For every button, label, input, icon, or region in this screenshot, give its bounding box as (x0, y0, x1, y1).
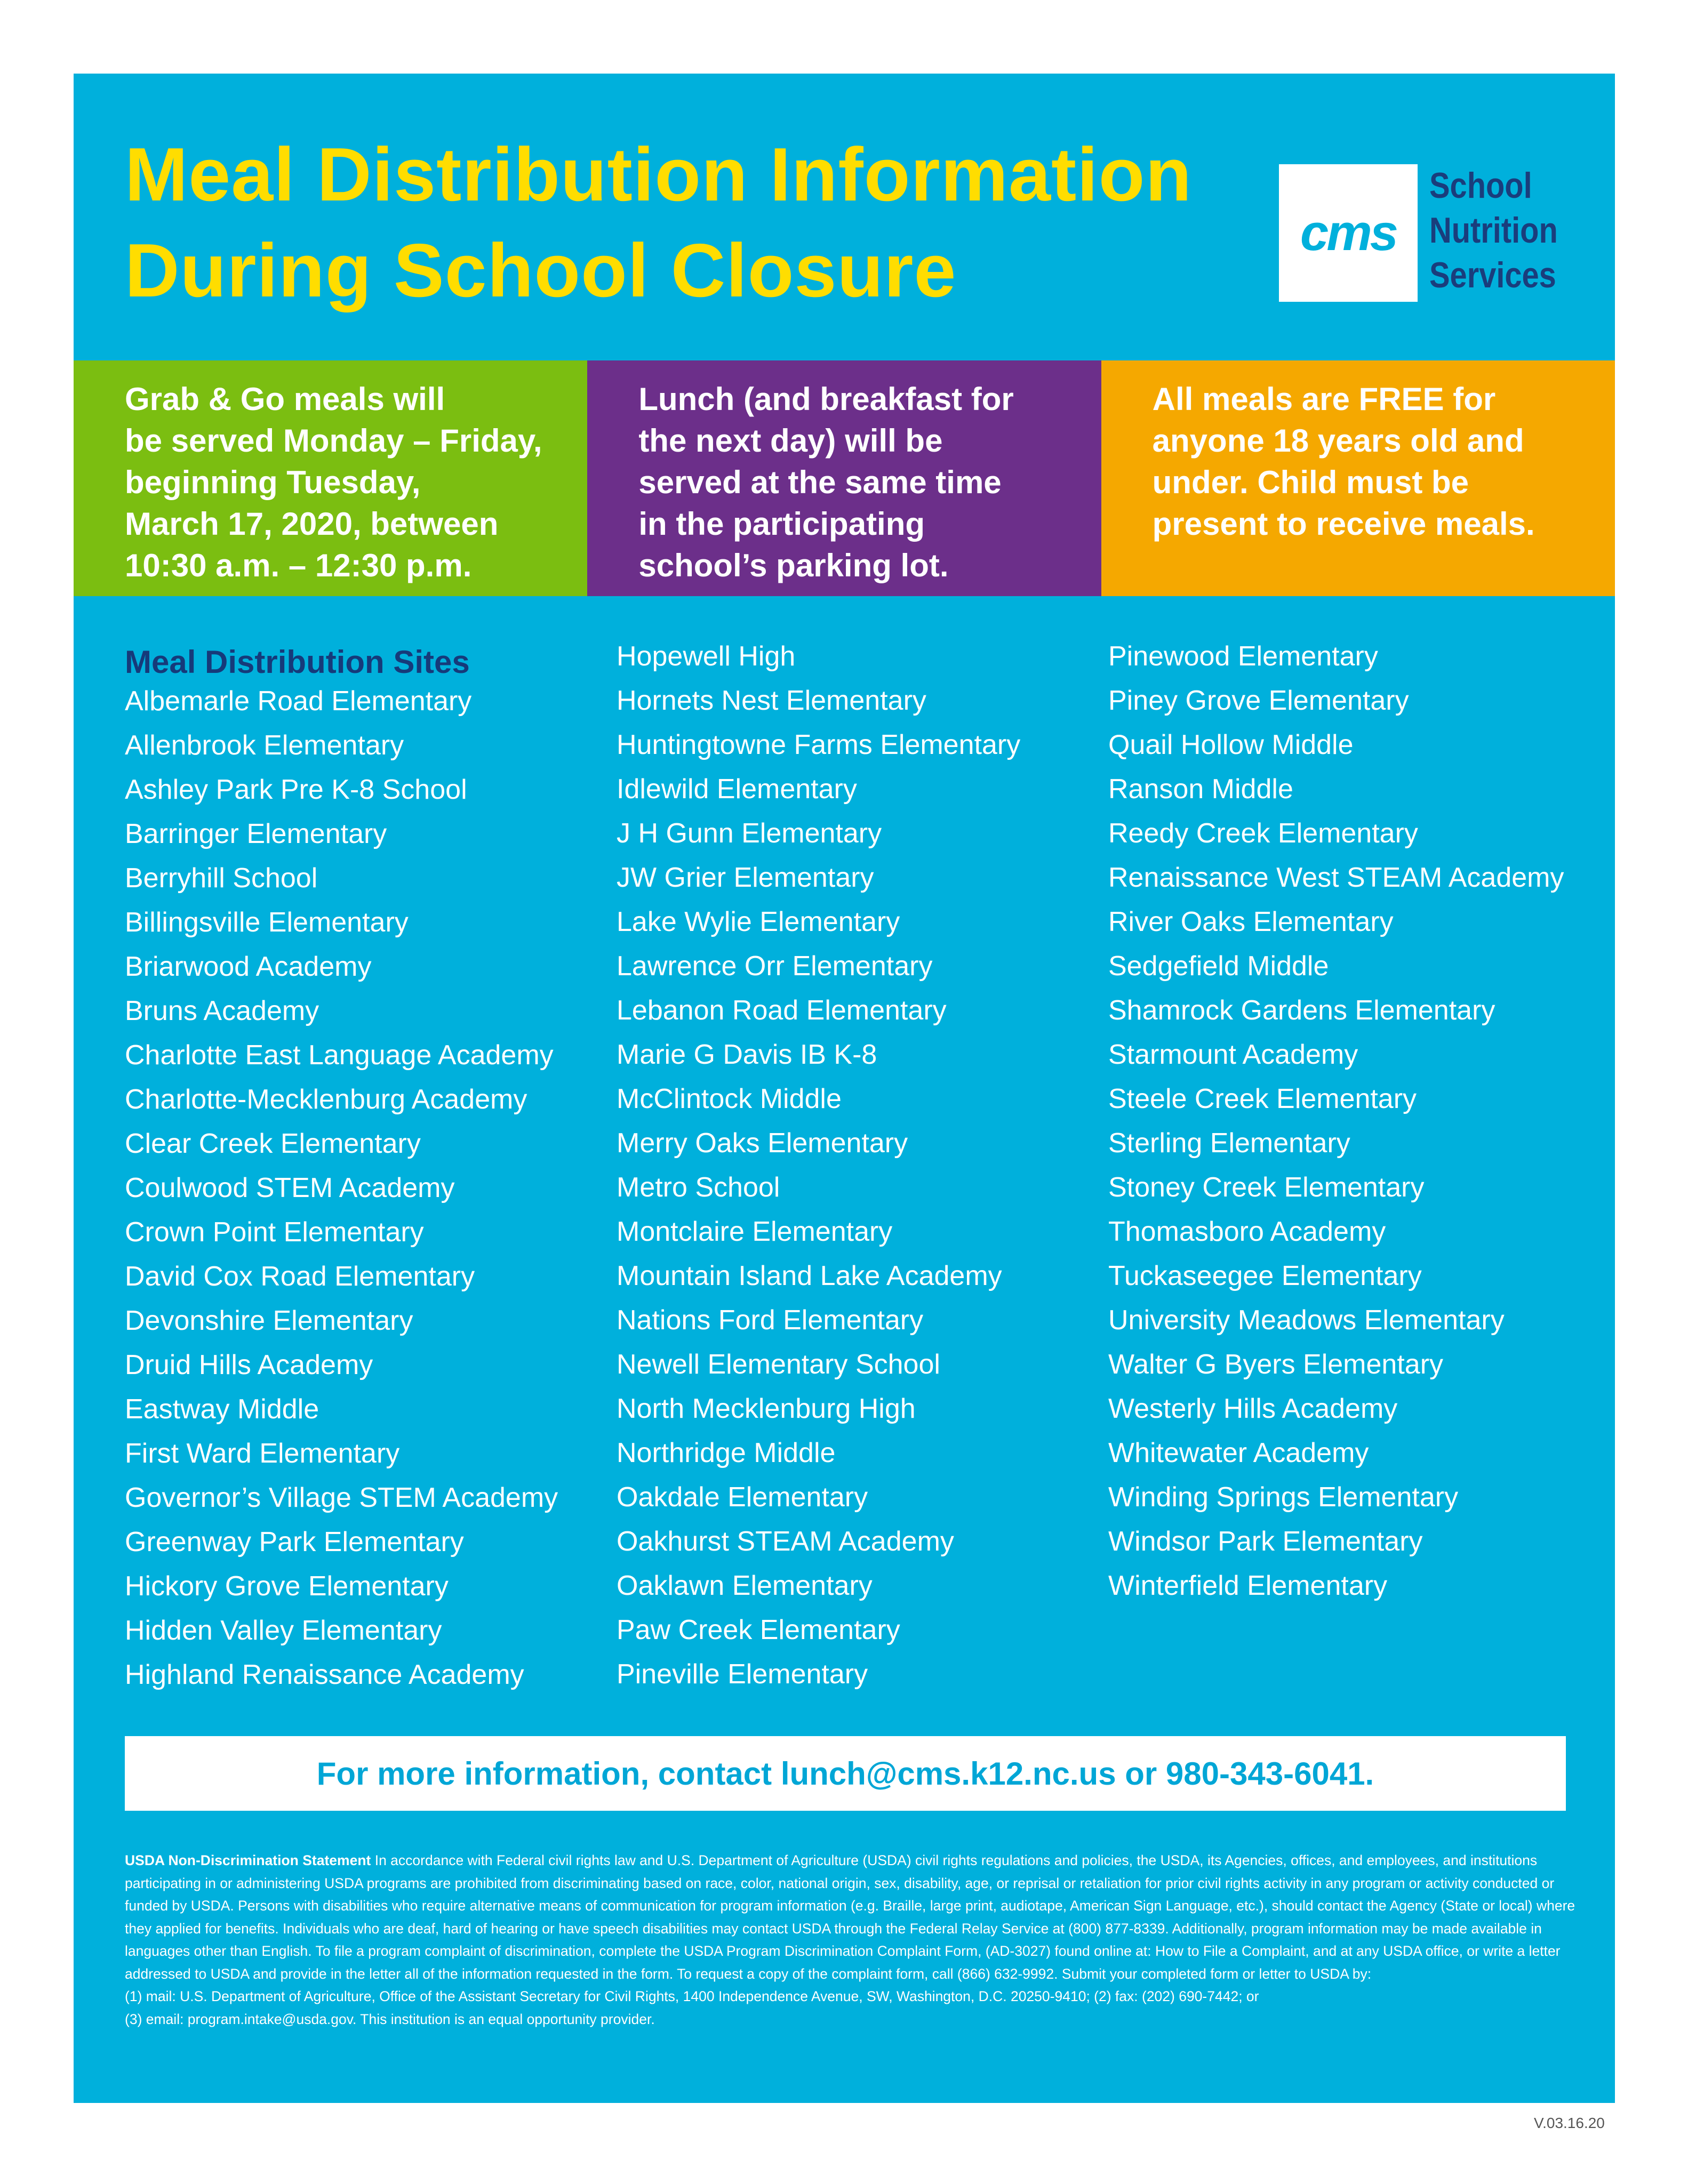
site-list-item: Tuckaseegee Elementary (1108, 1260, 1422, 1291)
site-list-item: Merry Oaks Elementary (617, 1128, 908, 1159)
site-list-item: Lawrence Orr Elementary (617, 951, 933, 982)
site-list-item: Windsor Park Elementary (1108, 1526, 1423, 1557)
site-list-item: Coulwood STEM Academy (125, 1173, 455, 1203)
site-list-item: Montclaire Elementary (617, 1216, 893, 1247)
site-list-item: Mountain Island Lake Academy (617, 1260, 1002, 1291)
logo-caption-line-2: Nutrition (1429, 210, 1558, 251)
site-list-item: Steele Creek Elementary (1108, 1083, 1417, 1114)
site-list-item: Sedgefield Middle (1108, 951, 1329, 982)
site-list-item: Quail Hollow Middle (1108, 729, 1354, 760)
band-line: under. Child must be (1152, 464, 1469, 500)
band-line: beginning Tuesday, (125, 464, 421, 500)
band-line: be served Monday – Friday, (125, 423, 542, 459)
site-list-item: JW Grier Elementary (617, 862, 874, 893)
statement-email-line: (3) email: program.intake@usda.gov. This institution is an equal opportunity provider. (125, 2011, 655, 2027)
site-list-item: Crown Point Elementary (125, 1217, 424, 1248)
band-line: Grab & Go meals will (125, 381, 445, 417)
site-list-item: Piney Grove Elementary (1108, 685, 1409, 716)
cms-logo (1279, 164, 1580, 302)
site-list-item: Ashley Park Pre K-8 School (125, 774, 467, 805)
site-list-item: Oakhurst STEAM Academy (617, 1526, 954, 1557)
site-list-item: Hopewell High (617, 641, 796, 672)
site-list-item: Sterling Elementary (1108, 1128, 1350, 1159)
band-line: in the participating (638, 506, 925, 542)
sites-column-1 (125, 682, 558, 1700)
site-list-item: Marie G Davis IB K-8 (617, 1039, 877, 1070)
site-list-item: Metro School (617, 1172, 780, 1203)
info-band-eligibility (1101, 360, 1615, 596)
version-code: V.03.16.20 (1534, 2115, 1605, 2131)
band-line: the next day) will be (638, 423, 943, 459)
band-line: anyone 18 years old and (1152, 423, 1524, 459)
site-list-item: Hickory Grove Elementary (125, 1571, 449, 1602)
site-list-item: University Meadows Elementary (1108, 1305, 1505, 1336)
site-list-item: Clear Creek Elementary (125, 1128, 421, 1159)
site-list-item: Reedy Creek Elementary (1108, 818, 1418, 849)
site-list-item: Highland Renaissance Academy (125, 1659, 524, 1690)
site-list-item: River Oaks Elementary (1108, 906, 1394, 937)
title-line-2: During School Closure (125, 228, 957, 313)
band-line: Lunch (and breakfast for (638, 381, 1014, 417)
site-list-item: David Cox Road Elementary (125, 1261, 475, 1292)
site-list-item: Greenway Park Elementary (125, 1527, 464, 1557)
site-list-item: Hornets Nest Elementary (617, 685, 926, 716)
site-list-item: Lebanon Road Elementary (617, 995, 947, 1026)
contact-banner (125, 1736, 1566, 1811)
site-list-item: Westerly Hills Academy (1108, 1393, 1398, 1424)
site-list-item: Albemarle Road Elementary (125, 686, 472, 717)
site-list-item: Druid Hills Academy (125, 1350, 373, 1380)
site-list-item: North Mecklenburg High (617, 1393, 916, 1424)
site-list-item: Billingsville Elementary (125, 907, 409, 938)
site-list-item: Oakdale Elementary (617, 1482, 868, 1513)
site-list-item: Starmount Academy (1108, 1039, 1358, 1070)
site-list-item: Renaissance West STEAM Academy (1108, 862, 1564, 893)
site-list-item: Paw Creek Elementary (617, 1615, 900, 1645)
flyer (74, 74, 1615, 2103)
site-list-item: Winding Springs Elementary (1108, 1482, 1459, 1513)
site-list-item: Lake Wylie Elementary (617, 906, 900, 937)
band-line: served at the same time (638, 464, 1002, 500)
site-list-item: Nations Ford Elementary (617, 1305, 924, 1336)
site-list-item: Winterfield Elementary (1108, 1570, 1388, 1601)
site-list-item: Northridge Middle (617, 1438, 836, 1468)
band-line: present to receive meals. (1152, 506, 1535, 542)
sites-column-2 (617, 638, 1020, 1700)
page-title (125, 127, 1287, 319)
statement-body: In accordance with Federal civil rights law and U.S. Department of Agriculture (USDA) civil rights regulations and policies, the USDA, its Agencies, offices, and employees, and institutions participating in or administering USDA programs are prohibited from discriminating based on race, color, national origin, sex, disability, age, or reprisal or retaliation for prior civil rights activity in any program or activity conducted or funded by USDA. Persons with disabilities who require alternative means of communication for program information (e.g. Braille, large print, audiotape, American Sign Language, etc.), should contact the Agency (State or local) where they applied for benefits. Individuals who are deaf, hard of hearing or have speech disabilities may contact USDA through the Federal Relay Service at (800) 877-8339. Additionally, program information may be made available in languages other than English. To file a program complaint of discrimination, complete the USDA Program Discrimination Complaint Form, (AD-3027) found online at: How to File a Complaint, and at any USDA office, or write a letter addressed to USDA and provide in the letter all of the information requested in the form. To request a copy of the complaint form, call (866) 632-9992. Submit your completed form or letter to USDA by: (125, 1852, 1575, 1982)
site-list-item: Thomasboro Academy (1108, 1216, 1386, 1247)
band-line: March 17, 2020, between (125, 506, 499, 542)
statement-mail-line: (1) mail: U.S. Department of Agriculture, Office of the Assistant Secretary for Civil Rights, 1400 Independence Avenue, SW, Washington, D.C. 20250-9410; (2) fax: (202) 690-7442; or (125, 1988, 1259, 2004)
info-band-location (587, 360, 1101, 596)
site-list-item: McClintock Middle (617, 1083, 842, 1114)
site-list-item: Governor’s Village STEM Academy (125, 1482, 558, 1513)
site-list-item: Idlewild Elementary (617, 774, 857, 805)
site-list-item: Huntingtowne Farms Elementary (617, 729, 1021, 760)
site-list-item: Newell Elementary School (617, 1349, 940, 1380)
info-bands (74, 360, 1615, 596)
site-list-item: Barringer Elementary (125, 818, 387, 849)
site-list-item: Hidden Valley Elementary (125, 1615, 442, 1646)
site-list-item: Devonshire Elementary (125, 1305, 413, 1336)
site-list-item: Charlotte East Language Academy (125, 1040, 554, 1071)
site-list-item: Shamrock Gardens Elementary (1108, 995, 1495, 1026)
logo-caption-line-3: Services (1429, 255, 1556, 295)
site-list-item: Ranson Middle (1108, 774, 1293, 805)
site-list-item: Briarwood Academy (125, 951, 372, 982)
site-list-item: Walter G Byers Elementary (1108, 1349, 1444, 1380)
sites-heading: Meal Distribution Sites (125, 644, 470, 680)
site-list-item: Berryhill School (125, 863, 318, 894)
site-list-item: Stoney Creek Elementary (1108, 1172, 1425, 1203)
band-line: All meals are FREE for (1152, 381, 1496, 417)
site-list-item: Charlotte-Mecklenburg Academy (125, 1084, 527, 1115)
site-list-item: Eastway Middle (125, 1394, 319, 1425)
non-discrimination-statement (125, 1849, 1586, 2030)
sites-column-3 (1108, 638, 1564, 1611)
site-list-item: Pineville Elementary (617, 1659, 868, 1690)
site-list-item: Whitewater Academy (1108, 1438, 1369, 1468)
info-band-schedule (74, 360, 587, 596)
cms-logo-wordmark: cms (1300, 204, 1397, 261)
site-list-item: First Ward Elementary (125, 1438, 400, 1469)
band-line: school’s parking lot. (638, 548, 949, 583)
site-list-item: J H Gunn Elementary (617, 818, 882, 849)
site-list-item: Bruns Academy (125, 995, 319, 1026)
statement-heading: USDA Non-Discrimination Statement (125, 1852, 371, 1868)
site-list-item: Oaklawn Elementary (617, 1570, 873, 1601)
cms-logo-mark (1279, 164, 1418, 302)
contact-text: For more information, contact lunch@cms.k12.nc.us or 980-343-6041. (316, 1755, 1374, 1792)
logo-caption-line-1: School (1429, 165, 1532, 206)
title-line-1: Meal Distribution Information (125, 132, 1193, 217)
logo-caption (1429, 163, 1558, 298)
site-list-item: Allenbrook Elementary (125, 730, 404, 761)
band-line: 10:30 a.m. – 12:30 p.m. (125, 548, 472, 583)
site-list-item: Pinewood Elementary (1108, 641, 1378, 672)
